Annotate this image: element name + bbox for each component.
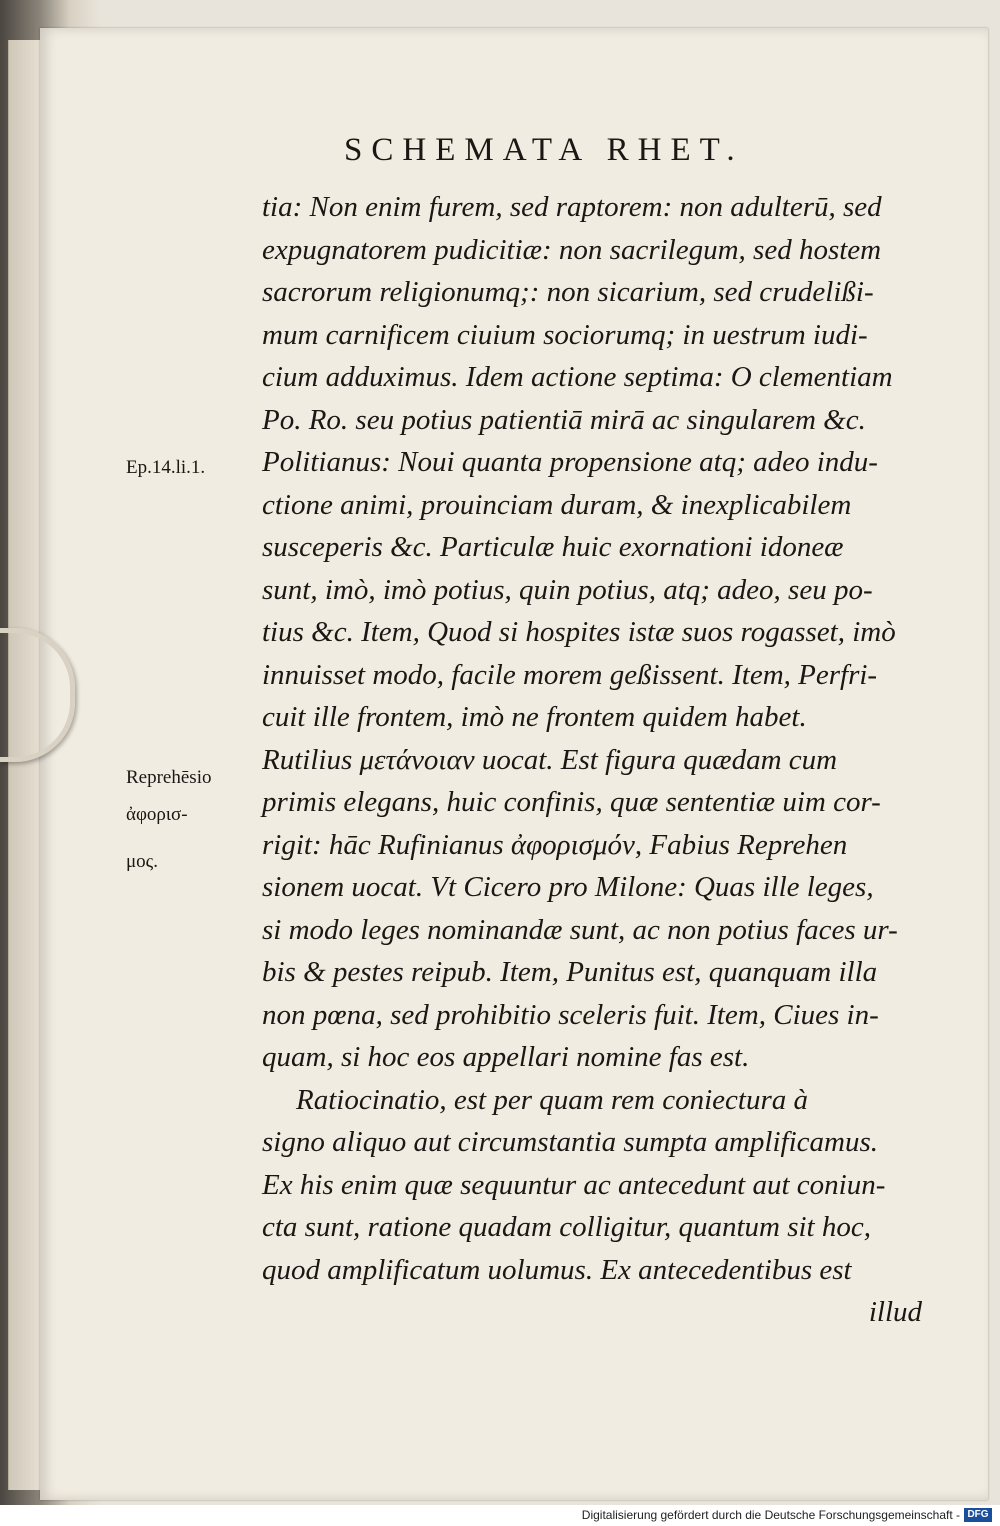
text-line: Rutilius μετάνοιαν uocat. Est figura quædam cum xyxy=(262,743,838,776)
text-line: primis elegans, huic confinis, quæ sententiæ uim cor- xyxy=(262,786,881,818)
body-text xyxy=(262,186,922,1334)
text-line: cta sunt, ratione quadam colligitur, quantum sit hoc, xyxy=(262,1211,871,1243)
text-line: ctione animi, prouinciam duram, & inexplicabilem xyxy=(262,488,852,521)
running-head: SCHEMATA RHET. xyxy=(344,132,744,168)
margin-note-greek-1: ἀφορισ- xyxy=(126,804,188,825)
text-line: quam, si hoc eos appellari nomine fas est. xyxy=(262,1041,750,1073)
text-line: sacrorum religionumq;: non sicarium, sed crudelißi- xyxy=(262,276,874,308)
text-line-paragraph-start: Ratiocinatio, est per quam rem coniectura à xyxy=(296,1083,808,1116)
digitization-footer xyxy=(0,1505,1000,1526)
text-line: Po. Ro. seu potius patientiā mirā ac singularem &c. xyxy=(262,403,866,436)
text-line: mum carnificem ciuium sociorumq; in uestrum iudi- xyxy=(262,318,868,351)
text-line: cium adduximus. Idem actione septima: O clementiam xyxy=(262,361,893,393)
margin-note-greek-2: μος. xyxy=(126,851,158,872)
text-line: tia: Non enim furem, sed raptorem: non adulterū, sed xyxy=(262,191,882,223)
page-edges xyxy=(8,40,43,1490)
text-line: susceperis &c. Particulæ huic exornationi idoneæ xyxy=(262,531,844,563)
text-line: sionem uocat. Vt Cicero pro Milone: Quas ille leges, xyxy=(262,871,874,903)
text-line: innuisset modo, facile morem geßissent. Item, Perfri- xyxy=(262,658,878,691)
text-line: cuit ille frontem, imò ne frontem quidem habet. xyxy=(262,701,807,733)
text-line: Ex his enim quæ sequuntur ac antecedunt aut coniun- xyxy=(262,1168,886,1201)
text-line: quod amplificatum uolumus. Ex antecedentibus est xyxy=(262,1253,852,1286)
text-line: non pœna, sed prohibitio sceleris fuit. Item, Ciues in- xyxy=(262,998,879,1031)
margin-note-reprehensio: Reprehēsio xyxy=(126,767,212,788)
text-line: si modo leges nominandæ sunt, ac non potius faces ur- xyxy=(262,913,898,946)
text-line: sunt, imò, imò potius, quin potius, atq; adeo, seu po- xyxy=(262,573,873,606)
margin-note-citation: Ep.14.li.1. xyxy=(126,457,206,478)
dfg-logo-icon: DFG xyxy=(964,1508,992,1522)
text-line: tius &c. Item, Quod si hospites istæ suos rogasset, imò xyxy=(262,616,896,648)
text-line: signo aliquo aut circumstantia sumpta amplificamus. xyxy=(262,1126,878,1158)
footer-credit: Digitalisierung gefördert durch die Deutsche Forschungsgemeinschaft - xyxy=(581,1508,960,1522)
text-line: rigit: hāc Rufinianus ἀφορισμόν, Fabius Reprehen xyxy=(262,828,848,861)
text-line: expugnatorem pudicitiæ: non sacrilegum, sed hostem xyxy=(262,233,882,266)
text-line: Politianus: Noui quanta propensione atq; adeo indu- xyxy=(262,446,878,478)
catchword: illud xyxy=(868,1296,922,1328)
text-line: bis & pestes reipub. Item, Punitus est, quanquam illa xyxy=(262,956,878,988)
